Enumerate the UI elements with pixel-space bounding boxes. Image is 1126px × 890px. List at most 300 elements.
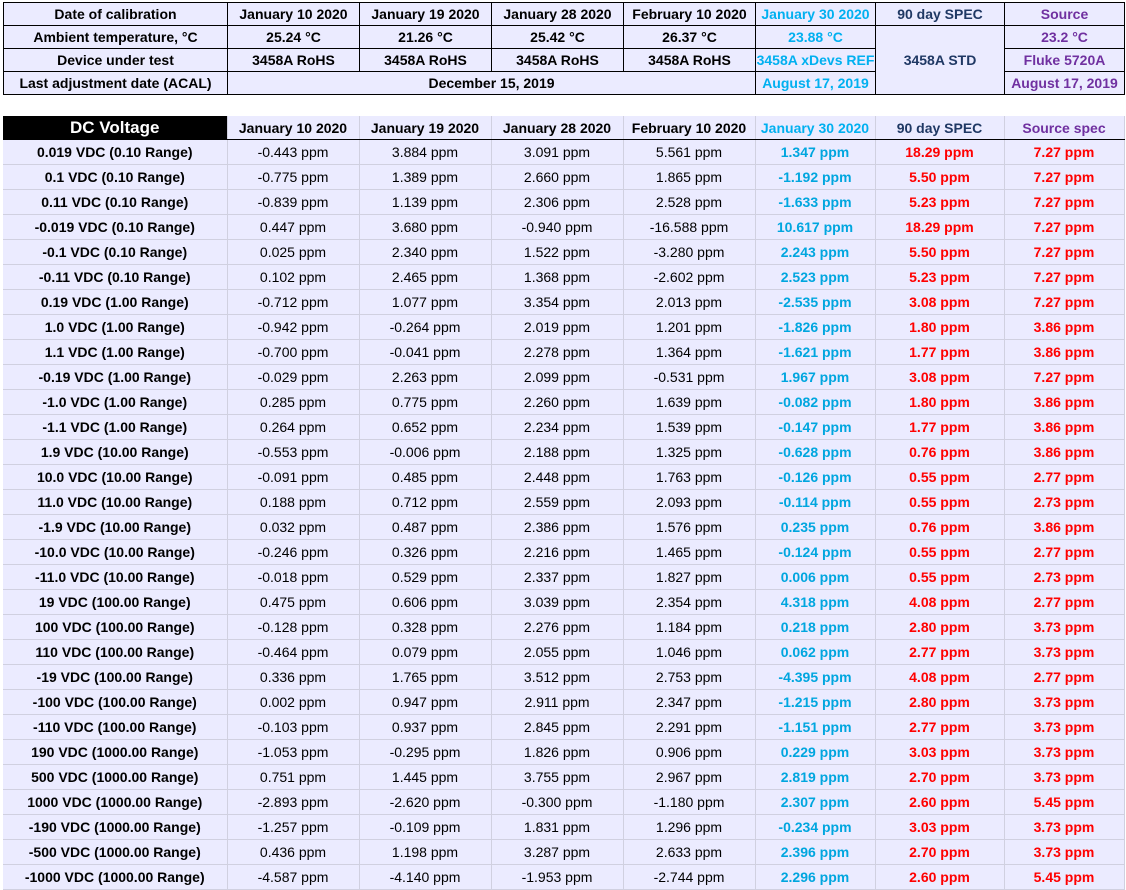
reading-jan28: 3.512 ppm (491, 665, 623, 690)
row-label: Last adjustment date (ACAL) (4, 72, 228, 95)
reading-feb10: -0.531 ppm (623, 365, 755, 390)
reading-jan30: -0.114 ppm (755, 490, 875, 515)
reading-jan19: 1.077 ppm (359, 290, 491, 315)
source-spec: 2.77 ppm (1004, 665, 1124, 690)
header-cell: 3458A RoHS (360, 49, 492, 72)
measurement-label: -0.019 VDC (0.10 Range) (3, 215, 227, 240)
reading-jan30: 2.243 ppm (755, 240, 875, 265)
reading-jan19: 0.712 ppm (359, 490, 491, 515)
header-cell: Source (1005, 3, 1125, 26)
reading-jan28: 2.216 ppm (491, 540, 623, 565)
reading-feb10: 1.325 ppm (623, 440, 755, 465)
reading-jan19: 0.485 ppm (359, 465, 491, 490)
reading-jan10: -0.128 ppm (227, 615, 359, 640)
reading-jan19: 3.884 ppm (359, 140, 491, 165)
reading-jan28: -1.953 ppm (491, 865, 623, 890)
reading-jan28: 2.448 ppm (491, 465, 623, 490)
source-spec: 5.45 ppm (1004, 865, 1124, 890)
table-row (3, 465, 1124, 490)
reading-feb10: 1.465 ppm (623, 540, 755, 565)
reading-jan19: 1.445 ppm (359, 765, 491, 790)
reading-jan28: 1.368 ppm (491, 265, 623, 290)
row-label: Date of calibration (4, 3, 228, 26)
spec-90day: 4.08 ppm (875, 590, 1004, 615)
reading-jan28: 3.354 ppm (491, 290, 623, 315)
reading-jan19: 0.328 ppm (359, 615, 491, 640)
spec-90day: 2.60 ppm (875, 865, 1004, 890)
header-row-date (4, 3, 1125, 26)
row-label: Device under test (4, 49, 228, 72)
reading-jan28: 2.278 ppm (491, 340, 623, 365)
measurement-label: -190 VDC (1000.00 Range) (3, 815, 227, 840)
reading-jan28: 2.386 ppm (491, 515, 623, 540)
table-row (3, 840, 1124, 865)
reading-feb10: 2.093 ppm (623, 490, 755, 515)
reading-feb10: 5.561 ppm (623, 140, 755, 165)
spec-90day: 0.55 ppm (875, 565, 1004, 590)
reading-jan30: -0.126 ppm (755, 465, 875, 490)
measurement-label: -500 VDC (1000.00 Range) (3, 840, 227, 865)
reading-feb10: 1.576 ppm (623, 515, 755, 540)
measurement-label: -0.19 VDC (1.00 Range) (3, 365, 227, 390)
reading-jan28: 1.826 ppm (491, 740, 623, 765)
reading-feb10: 1.046 ppm (623, 640, 755, 665)
measurement-label: 0.11 VDC (0.10 Range) (3, 190, 227, 215)
table-row (3, 440, 1124, 465)
reading-jan10: -0.700 ppm (227, 340, 359, 365)
reading-jan30: 4.318 ppm (755, 590, 875, 615)
reading-jan30: 2.307 ppm (755, 790, 875, 815)
reading-jan19: 0.947 ppm (359, 690, 491, 715)
reading-jan28: 2.234 ppm (491, 415, 623, 440)
reading-jan10: 0.285 ppm (227, 390, 359, 415)
header-cell: 23.88 °C (756, 26, 876, 49)
source-spec: 3.86 ppm (1004, 315, 1124, 340)
table-row (3, 515, 1124, 540)
reading-jan30: -0.124 ppm (755, 540, 875, 565)
reading-feb10: -16.588 ppm (623, 215, 755, 240)
source-spec: 7.27 ppm (1004, 165, 1124, 190)
spec-90day: 0.55 ppm (875, 490, 1004, 515)
reading-jan19: -0.295 ppm (359, 740, 491, 765)
reading-jan30: -4.395 ppm (755, 665, 875, 690)
header-cell: January 10 2020 (228, 3, 360, 26)
reading-jan30: -1.633 ppm (755, 190, 875, 215)
reading-jan10: -0.775 ppm (227, 165, 359, 190)
source-spec: 7.27 ppm (1004, 265, 1124, 290)
spec-90day: 18.29 ppm (875, 140, 1004, 165)
header-cell: 3458A RoHS (492, 49, 624, 72)
reading-feb10: 2.013 ppm (623, 290, 755, 315)
table-row (3, 240, 1124, 265)
header-cell: January 30 2020 (756, 3, 876, 26)
reading-jan30: 0.062 ppm (755, 640, 875, 665)
reading-jan19: 0.775 ppm (359, 390, 491, 415)
table-row (3, 340, 1124, 365)
reading-jan19: 3.680 ppm (359, 215, 491, 240)
spec-90day: 0.76 ppm (875, 515, 1004, 540)
table-row (3, 665, 1124, 690)
spec-90day: 2.80 ppm (875, 690, 1004, 715)
reading-jan10: -4.587 ppm (227, 865, 359, 890)
column-header: January 19 2020 (359, 116, 491, 140)
dc-title: DC Voltage (3, 116, 227, 140)
reading-jan19: 2.465 ppm (359, 265, 491, 290)
reading-jan28: 3.039 ppm (491, 590, 623, 615)
reading-jan19: -2.620 ppm (359, 790, 491, 815)
reading-jan10: -1.257 ppm (227, 815, 359, 840)
spec-90day: 5.50 ppm (875, 240, 1004, 265)
reading-feb10: -3.280 ppm (623, 240, 755, 265)
column-header: January 28 2020 (491, 116, 623, 140)
table-gap (0, 95, 1126, 115)
reading-jan30: -0.082 ppm (755, 390, 875, 415)
table-row (3, 565, 1124, 590)
spec-90day: 3.08 ppm (875, 290, 1004, 315)
reading-jan19: 0.326 ppm (359, 540, 491, 565)
reading-jan30: 0.235 ppm (755, 515, 875, 540)
reading-jan10: 0.102 ppm (227, 265, 359, 290)
source-spec: 3.73 ppm (1004, 815, 1124, 840)
reading-jan30: 2.819 ppm (755, 765, 875, 790)
source-spec: 7.27 ppm (1004, 190, 1124, 215)
reading-jan19: 1.389 ppm (359, 165, 491, 190)
reading-jan10: -0.091 ppm (227, 465, 359, 490)
spec-90day: 1.77 ppm (875, 340, 1004, 365)
spec-90day: 2.70 ppm (875, 840, 1004, 865)
reading-jan10: -0.553 ppm (227, 440, 359, 465)
table-row (3, 390, 1124, 415)
dc-header-row (3, 116, 1124, 140)
reading-jan10: 0.002 ppm (227, 690, 359, 715)
reading-jan19: 0.606 ppm (359, 590, 491, 615)
measurement-label: -1.1 VDC (1.00 Range) (3, 415, 227, 440)
measurement-label: -1.9 VDC (10.00 Range) (3, 515, 227, 540)
reading-jan19: 0.487 ppm (359, 515, 491, 540)
source-spec: 2.73 ppm (1004, 565, 1124, 590)
reading-jan28: 2.660 ppm (491, 165, 623, 190)
table-row (3, 765, 1124, 790)
spec-90day: 0.76 ppm (875, 440, 1004, 465)
reading-jan19: -0.264 ppm (359, 315, 491, 340)
reading-jan10: -1.053 ppm (227, 740, 359, 765)
measurement-label: -0.11 VDC (0.10 Range) (3, 265, 227, 290)
spec-90day: 5.23 ppm (875, 190, 1004, 215)
header-cell: 3458A xDevs REF (756, 49, 876, 72)
column-header: 90 day SPEC (875, 116, 1004, 140)
reading-feb10: 2.291 ppm (623, 715, 755, 740)
source-spec: 3.86 ppm (1004, 390, 1124, 415)
reading-jan19: -4.140 ppm (359, 865, 491, 890)
column-header: January 10 2020 (227, 116, 359, 140)
dc-voltage-table (3, 116, 1125, 890)
header-cell: 21.26 °C (360, 26, 492, 49)
reading-feb10: -2.744 ppm (623, 865, 755, 890)
reading-jan30: -1.151 ppm (755, 715, 875, 740)
spec-90day: 2.70 ppm (875, 765, 1004, 790)
reading-jan28: 2.845 ppm (491, 715, 623, 740)
reading-jan10: 0.475 ppm (227, 590, 359, 615)
table-row (3, 415, 1124, 440)
reading-jan19: 0.079 ppm (359, 640, 491, 665)
measurement-label: 1.1 VDC (1.00 Range) (3, 340, 227, 365)
source-spec: 3.73 ppm (1004, 740, 1124, 765)
reading-feb10: -2.602 ppm (623, 265, 755, 290)
header-row-temperature (4, 26, 1125, 49)
table-row (3, 865, 1124, 890)
table-row (3, 615, 1124, 640)
table-row (3, 490, 1124, 515)
table-row (3, 640, 1124, 665)
reading-jan10: -0.018 ppm (227, 565, 359, 590)
source-spec: 2.77 ppm (1004, 465, 1124, 490)
reading-feb10: 1.539 ppm (623, 415, 755, 440)
reading-jan10: -0.029 ppm (227, 365, 359, 390)
reading-jan28: 3.091 ppm (491, 140, 623, 165)
header-cell: January 28 2020 (492, 3, 624, 26)
reading-feb10: 1.865 ppm (623, 165, 755, 190)
reading-jan10: -0.464 ppm (227, 640, 359, 665)
reading-feb10: 2.753 ppm (623, 665, 755, 690)
reading-feb10: 2.354 ppm (623, 590, 755, 615)
source-spec: 3.73 ppm (1004, 690, 1124, 715)
measurement-label: -10.0 VDC (10.00 Range) (3, 540, 227, 565)
header-cell: 3458A RoHS (624, 49, 756, 72)
reading-jan30: -0.628 ppm (755, 440, 875, 465)
reading-jan19: -0.041 ppm (359, 340, 491, 365)
reading-jan30: 2.523 ppm (755, 265, 875, 290)
reading-feb10: -1.180 ppm (623, 790, 755, 815)
measurement-label: -11.0 VDC (10.00 Range) (3, 565, 227, 590)
table-row (3, 190, 1124, 215)
reading-feb10: 2.347 ppm (623, 690, 755, 715)
reading-feb10: 2.528 ppm (623, 190, 755, 215)
reading-jan10: -0.246 ppm (227, 540, 359, 565)
spec-90day: 5.50 ppm (875, 165, 1004, 190)
reading-feb10: 0.906 ppm (623, 740, 755, 765)
reading-jan28: 1.831 ppm (491, 815, 623, 840)
source-spec: 7.27 ppm (1004, 365, 1124, 390)
reading-jan10: 0.336 ppm (227, 665, 359, 690)
spec-90day: 0.55 ppm (875, 540, 1004, 565)
table-row (3, 715, 1124, 740)
reading-jan28: 2.276 ppm (491, 615, 623, 640)
table-row (3, 590, 1124, 615)
spec-90day: 3.03 ppm (875, 815, 1004, 840)
source-spec: 2.77 ppm (1004, 540, 1124, 565)
reading-jan30: -0.234 ppm (755, 815, 875, 840)
reading-jan30: 2.396 ppm (755, 840, 875, 865)
header-cell: 90 day SPEC (876, 3, 1005, 26)
reading-jan10: 0.188 ppm (227, 490, 359, 515)
reading-jan30: 0.006 ppm (755, 565, 875, 590)
spec-90day: 2.80 ppm (875, 615, 1004, 640)
reading-feb10: 1.827 ppm (623, 565, 755, 590)
measurement-label: 190 VDC (1000.00 Range) (3, 740, 227, 765)
reading-jan10: 0.751 ppm (227, 765, 359, 790)
reading-jan30: 10.617 ppm (755, 215, 875, 240)
spec-90day: 1.80 ppm (875, 315, 1004, 340)
reading-jan30: -1.621 ppm (755, 340, 875, 365)
reading-jan28: 2.260 ppm (491, 390, 623, 415)
measurement-label: -1.0 VDC (1.00 Range) (3, 390, 227, 415)
measurement-label: -0.1 VDC (0.10 Range) (3, 240, 227, 265)
reading-jan28: 1.522 ppm (491, 240, 623, 265)
measurement-label: 100 VDC (100.00 Range) (3, 615, 227, 640)
header-cell: 25.42 °C (492, 26, 624, 49)
spec-device-cell: 3458A STD (876, 26, 1005, 95)
reading-jan19: 1.765 ppm (359, 665, 491, 690)
reading-feb10: 1.364 ppm (623, 340, 755, 365)
reading-jan10: 0.264 ppm (227, 415, 359, 440)
table-row (3, 140, 1124, 165)
header-cell: February 10 2020 (624, 3, 756, 26)
reading-feb10: 2.967 ppm (623, 765, 755, 790)
reading-jan19: -0.109 ppm (359, 815, 491, 840)
reading-jan19: 1.139 ppm (359, 190, 491, 215)
reading-jan10: -0.712 ppm (227, 290, 359, 315)
header-cell: 26.37 °C (624, 26, 756, 49)
source-spec: 3.73 ppm (1004, 640, 1124, 665)
reading-jan28: 2.306 ppm (491, 190, 623, 215)
reading-jan10: -0.103 ppm (227, 715, 359, 740)
header-cell: 3458A RoHS (228, 49, 360, 72)
measurement-label: 0.1 VDC (0.10 Range) (3, 165, 227, 190)
reading-jan19: 0.937 ppm (359, 715, 491, 740)
reading-jan10: -0.942 ppm (227, 315, 359, 340)
source-spec: 3.86 ppm (1004, 415, 1124, 440)
reading-jan19: 1.198 ppm (359, 840, 491, 865)
spec-90day: 1.80 ppm (875, 390, 1004, 415)
reading-jan28: -0.940 ppm (491, 215, 623, 240)
table-row (3, 740, 1124, 765)
reading-feb10: 2.633 ppm (623, 840, 755, 865)
reading-jan30: 1.967 ppm (755, 365, 875, 390)
measurement-label: -100 VDC (100.00 Range) (3, 690, 227, 715)
table-row (3, 815, 1124, 840)
column-header: February 10 2020 (623, 116, 755, 140)
reading-jan19: 0.652 ppm (359, 415, 491, 440)
measurement-label: 1.9 VDC (10.00 Range) (3, 440, 227, 465)
spec-90day: 4.08 ppm (875, 665, 1004, 690)
reading-jan28: 3.287 ppm (491, 840, 623, 865)
table-row (3, 265, 1124, 290)
spec-90day: 3.03 ppm (875, 740, 1004, 765)
source-spec: 3.73 ppm (1004, 840, 1124, 865)
reading-jan28: 2.019 ppm (491, 315, 623, 340)
reading-jan28: 2.055 ppm (491, 640, 623, 665)
measurement-label: 0.19 VDC (1.00 Range) (3, 290, 227, 315)
reading-jan30: 1.347 ppm (755, 140, 875, 165)
measurement-label: 19 VDC (100.00 Range) (3, 590, 227, 615)
spec-90day: 2.77 ppm (875, 640, 1004, 665)
source-spec: 3.73 ppm (1004, 715, 1124, 740)
reading-jan10: -0.443 ppm (227, 140, 359, 165)
reading-jan30: 0.218 ppm (755, 615, 875, 640)
source-spec: 5.45 ppm (1004, 790, 1124, 815)
source-spec: 7.27 ppm (1004, 140, 1124, 165)
header-cell: Fluke 5720A (1005, 49, 1125, 72)
reading-jan10: 0.436 ppm (227, 840, 359, 865)
reading-jan28: 2.911 ppm (491, 690, 623, 715)
table-row (3, 165, 1124, 190)
reading-jan30: -2.535 ppm (755, 290, 875, 315)
source-spec: 3.86 ppm (1004, 515, 1124, 540)
measurement-label: 1.0 VDC (1.00 Range) (3, 315, 227, 340)
measurement-label: -19 VDC (100.00 Range) (3, 665, 227, 690)
reading-jan10: -0.839 ppm (227, 190, 359, 215)
table-row (3, 790, 1124, 815)
reading-jan19: -0.006 ppm (359, 440, 491, 465)
acal-merged-cell: December 15, 2019 (228, 72, 756, 95)
reading-jan30: 2.296 ppm (755, 865, 875, 890)
reading-feb10: 1.639 ppm (623, 390, 755, 415)
table-row (3, 365, 1124, 390)
reading-feb10: 1.184 ppm (623, 615, 755, 640)
reading-jan28: 2.337 ppm (491, 565, 623, 590)
reading-jan28: 3.755 ppm (491, 765, 623, 790)
measurement-label: 500 VDC (1000.00 Range) (3, 765, 227, 790)
spec-90day: 0.55 ppm (875, 465, 1004, 490)
spec-90day: 3.08 ppm (875, 365, 1004, 390)
reading-jan28: 2.559 ppm (491, 490, 623, 515)
reading-jan10: 0.032 ppm (227, 515, 359, 540)
column-header: Source spec (1004, 116, 1124, 140)
source-spec: 7.27 ppm (1004, 290, 1124, 315)
measurement-label: -110 VDC (100.00 Range) (3, 715, 227, 740)
reading-jan30: -0.147 ppm (755, 415, 875, 440)
reading-jan28: 2.099 ppm (491, 365, 623, 390)
reading-jan19: 2.340 ppm (359, 240, 491, 265)
reading-jan30: -1.215 ppm (755, 690, 875, 715)
reading-jan19: 2.263 ppm (359, 365, 491, 390)
source-spec: 3.86 ppm (1004, 440, 1124, 465)
reading-jan10: -2.893 ppm (227, 790, 359, 815)
column-header: January 30 2020 (755, 116, 875, 140)
header-cell: 25.24 °C (228, 26, 360, 49)
reading-jan10: 0.025 ppm (227, 240, 359, 265)
table-row (3, 690, 1124, 715)
measurement-label: 0.019 VDC (0.10 Range) (3, 140, 227, 165)
measurement-label: 110 VDC (100.00 Range) (3, 640, 227, 665)
reading-feb10: 1.763 ppm (623, 465, 755, 490)
table-row (3, 315, 1124, 340)
source-spec: 2.77 ppm (1004, 590, 1124, 615)
spec-90day: 2.60 ppm (875, 790, 1004, 815)
spec-90day: 18.29 ppm (875, 215, 1004, 240)
dc-voltage-body (3, 116, 1124, 890)
reading-feb10: 1.201 ppm (623, 315, 755, 340)
table-row (3, 540, 1124, 565)
source-spec: 3.73 ppm (1004, 615, 1124, 640)
reading-jan10: 0.447 ppm (227, 215, 359, 240)
row-label: Ambient temperature, °C (4, 26, 228, 49)
measurement-label: 10.0 VDC (10.00 Range) (3, 465, 227, 490)
source-spec: 7.27 ppm (1004, 240, 1124, 265)
table-row (3, 215, 1124, 240)
reading-jan30: -1.192 ppm (755, 165, 875, 190)
source-spec: 2.73 ppm (1004, 490, 1124, 515)
measurement-label: 1000 VDC (1000.00 Range) (3, 790, 227, 815)
measurement-label: -1000 VDC (1000.00 Range) (3, 865, 227, 890)
source-spec: 7.27 ppm (1004, 215, 1124, 240)
spec-90day: 2.77 ppm (875, 715, 1004, 740)
table-row (3, 290, 1124, 315)
header-cell: January 19 2020 (360, 3, 492, 26)
reading-jan30: -1.826 ppm (755, 315, 875, 340)
reading-feb10: 1.296 ppm (623, 815, 755, 840)
calibration-info-table (3, 2, 1125, 95)
